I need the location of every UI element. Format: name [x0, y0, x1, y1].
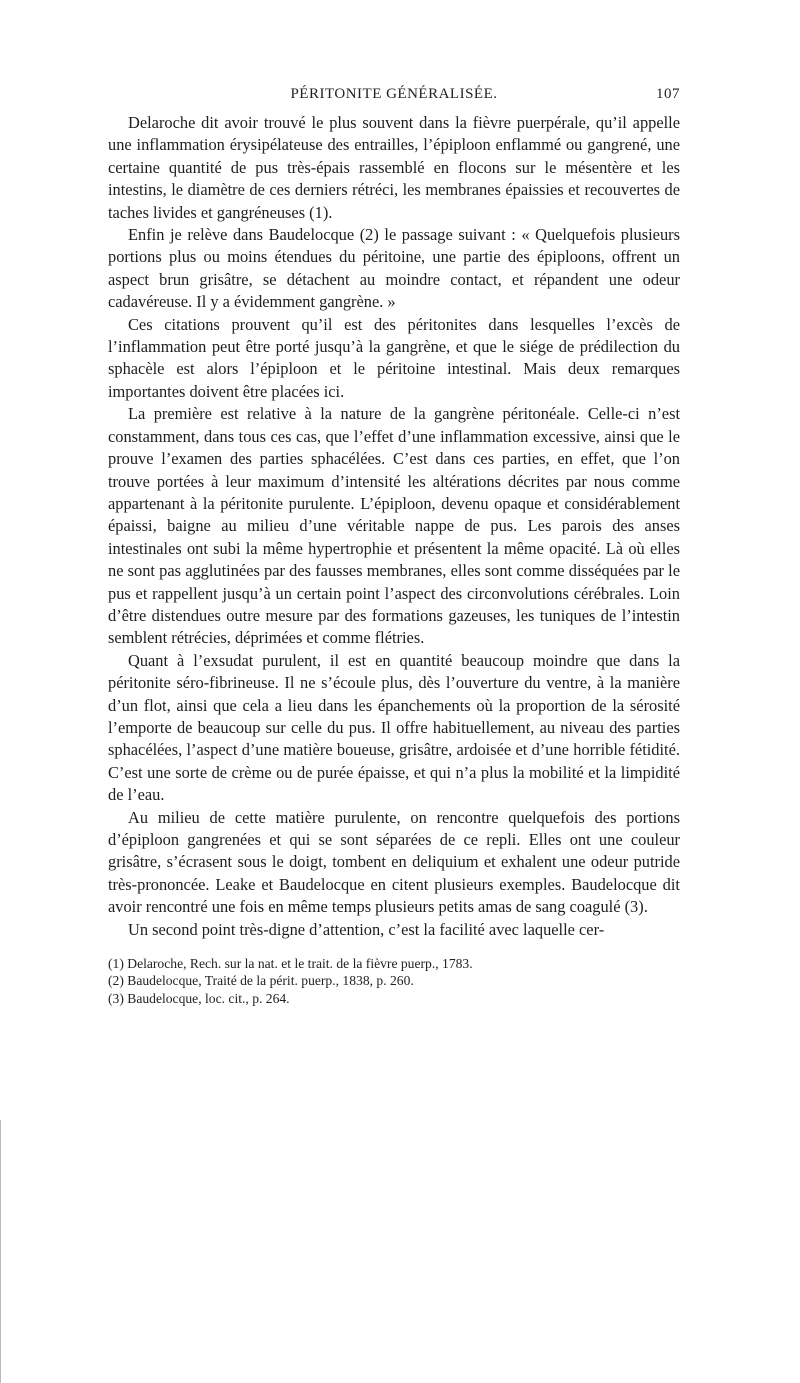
body-text: [108, 112, 680, 941]
footnote: (1) Delaroche, Rech. sur la nat. et le trait. de la fièvre puerp., 1783.: [108, 956, 473, 972]
paragraph: Delaroche dit avoir trouvé le plus souvent dans la fièvre puerpérale, qu’il appelle une inflammation érysipélateuse des entrailles, l’épiploon enflammé ou gangrené, une certaine quantité de pus très-épais rassemblé en flocons sur le mésentère et les intestins, le diamètre de ces derniers rétréci, les membranes épaissies et recouvertes de taches livides et gangréneuses (1).: [108, 113, 680, 222]
running-title: PÉRITONITE GÉNÉRALISÉE.: [290, 86, 498, 102]
paragraph: La première est relative à la nature de la gangrène péritonéale. Celle-ci n’est constamment, dans tous ces cas, que l’effet d’une inflammation excessive, ainsi que le prouve l’examen des parties sphacélées. C’est dans ces parties, en effet, que l’on trouve portées à leur maximum d’intensité les altérations décrites par nous comme appartenant à la péritonite purulente. L’épiploon, devenu opaque et considérablement épaissi, baigne au milieu d’une véritable nappe de pus. Les parois des anses intestinales ont subi la même hypertrophie et présentent la même opacité. Là où elles ne sont pas agglutinées par des fausses membranes, elles sont comme disséquées par le pus et rappellent jusqu’à un certain point l’aspect des circonvolutions cérébrales. Loin d’être distendues outre mesure par des formations gazeuses, les tuniques de l’intestin semblent rétrécies, déprimées et comme flétries.: [108, 404, 680, 648]
paragraph: Un second point très-digne d’attention, c’est la facilité avec laquelle cer-: [128, 919, 605, 939]
paragraph: Ces citations prouvent qu’il est des péritonites dans lesquelles l’excès de l’inflammation peut être porté jusqu’à la gangrène, et que le siége de prédilection du sphacèle est alors l’épiploon et le péritoine intestinal. Mais deux remarques importantes doivent être placées ici.: [108, 314, 680, 401]
scan-edge-line: [0, 1120, 1, 1383]
book-page: [108, 86, 680, 1007]
footnotes: [108, 955, 680, 1007]
footnote: (2) Baudelocque, Traité de la périt. puerp., 1838, p. 260.: [108, 973, 414, 989]
paragraph: Enfin je relève dans Baudelocque (2) le passage suivant : « Quelquefois plusieurs portions plus ou moins étendues du péritoine, une partie des épiploons, offrent un aspect brun grisâtre, se détachent au moindre contact, et répandent une odeur cadavéreuse. Il y a évidemment gangrène. »: [108, 225, 680, 312]
paragraph: Au milieu de cette matière purulente, on rencontre quelquefois des portions d’épiploon gangrenées et qui se sont séparées de ce repli. Elles ont une couleur grisâtre, s’écrasent sous le doigt, tombent en deliquium et exhalent une odeur putride très-prononcée. Leake et Baudelocque en citent plusieurs exemples. Baudelocque dit avoir rencontré une fois en même temps plusieurs petits amas de sang coagulé (3).: [108, 807, 680, 917]
page-header: [108, 86, 680, 112]
footnote: (3) Baudelocque, loc. cit., p. 264.: [108, 990, 290, 1006]
paragraph: Quant à l’exsudat purulent, il est en quantité beaucoup moindre que dans la péritonite séro-fibrineuse. Il ne s’écoule plus, dès l’ouverture du ventre, à la manière d’un flot, ainsi que cela a lieu dans les épanchements où la proportion de la sérosité l’emporte de beaucoup sur celle du pus. Il offre habituellement, au niveau des parties sphacélées, l’aspect d’une matière boueuse, grisâtre, ardoisée et d’une horrible fétidité. C’est une sorte de crème ou de purée épaisse, et qui n’a plus la mobilité et la limpidité de l’eau.: [108, 650, 680, 805]
page-number: 107: [656, 86, 680, 102]
